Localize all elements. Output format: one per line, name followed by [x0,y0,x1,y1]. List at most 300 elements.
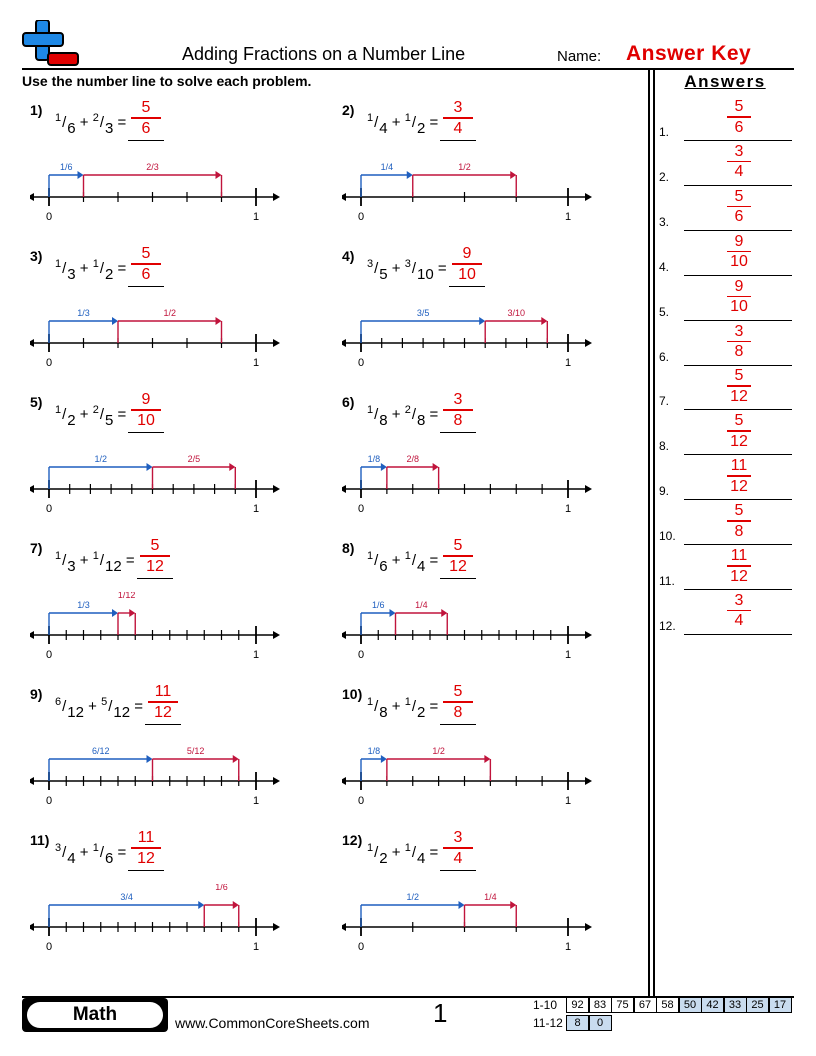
addend-b-numerator: 2 [92,404,99,416]
answer-number: 5. [659,304,670,319]
addend-a-numerator: 1 [55,404,62,416]
number-line-group [30,592,280,661]
addend-a-numerator: 1 [367,404,374,416]
score-cell: 17 [769,997,792,1013]
jump-b-label: 2/8 [406,454,420,464]
jump-b-arrowhead-icon [233,901,239,909]
label-one: 1 [564,503,572,515]
answer-number: 9. [659,484,670,499]
plus-sign: + [387,698,405,715]
addend-b-numerator: 1 [404,112,411,124]
answer-fraction [724,591,754,631]
answer-fraction [128,244,164,287]
jump-b-label: 1/4 [484,892,497,902]
score-cell: 0 [589,1015,612,1031]
addend-a-denominator: 2 [67,412,76,429]
answer-fraction [145,682,181,725]
answer-denominator: 12 [730,567,748,585]
number-line-group [342,746,592,807]
answer-line [684,275,792,276]
equation-expression [55,258,127,283]
equation-expression [55,550,135,575]
addend-a-numerator: 1 [55,258,62,270]
axis-arrow-left-icon [342,631,346,639]
answer-row [656,97,794,141]
label-zero: 0 [357,795,365,807]
addend-b-denominator: 2 [417,120,426,137]
answer-fraction [128,98,164,141]
addend-a-numerator: 1 [367,112,374,124]
problem-5 [30,391,330,542]
jump-b-label: 1/12 [117,592,136,600]
axis-arrow-left-icon [30,777,34,785]
answer-numerator: 5 [453,683,463,700]
number-line-group [342,600,592,661]
problem-number: 8) [342,540,355,556]
jump-b-arrowhead-icon [541,317,547,325]
problem-number: 11) [30,832,50,848]
addend-b-slash: / [99,406,105,423]
addend-a-numerator: 3 [367,258,374,270]
equation-expression [55,842,127,867]
label-one: 1 [252,357,260,369]
addend-a-denominator: 12 [67,704,84,721]
name-label: Name: [557,48,602,65]
score-row-label: 11-12 [533,1016,563,1030]
problem-11 [30,829,330,980]
equals-sign: = [425,406,439,423]
score-cell: 83 [589,997,612,1013]
addend-a-slash: / [374,698,379,715]
addend-b-slash: / [99,114,105,131]
label-zero: 0 [357,357,365,369]
answer-numerator: 3 [453,99,463,116]
problem-6 [342,391,642,542]
equals-sign: = [121,552,135,569]
jump-b-label: 3/10 [507,308,526,318]
jump-b-label: 1/2 [432,746,445,756]
jump-a-arrowhead-icon [147,463,153,471]
answer-number: 8. [659,439,670,454]
number-line-group [30,454,280,515]
plus-sign: + [75,844,93,861]
answer-underline [128,870,164,871]
answer-underline [145,724,181,725]
answer-fraction [724,277,754,317]
answer-numerator: 5 [141,99,151,116]
equals-sign: = [130,698,144,715]
problem-12 [342,829,642,980]
plus-sign: + [75,114,93,131]
addend-b-numerator: 2 [404,404,411,416]
jump-a-label: 1/2 [406,892,420,902]
jump-b-arrowhead-icon [216,317,222,325]
label-one: 1 [564,941,572,953]
addend-a-numerator: 6 [55,696,62,708]
answers-divider-left [648,68,650,996]
equation-expression [367,112,439,137]
answer-fraction [440,98,476,141]
problem-9 [30,683,330,834]
addend-a-slash: / [62,114,67,131]
answer-line [684,544,792,545]
axis-arrow-right-icon [585,631,592,639]
number-line-group [342,454,592,515]
answer-numerator: 11 [730,547,748,564]
answer-fraction [724,546,754,586]
addend-b-denominator: 3 [105,120,114,137]
problem-number: 6) [342,394,355,410]
addend-b-slash: / [411,698,417,715]
answer-denominator: 12 [730,432,748,450]
number-line [30,592,280,662]
answer-row [656,142,794,186]
answer-denominator: 10 [730,298,748,316]
axis-arrow-left-icon [342,193,346,201]
jump-a-arrowhead-icon [381,755,387,763]
answer-denominator: 8 [453,411,463,429]
jump-a-arrowhead-icon [407,171,413,179]
addend-a-slash: / [374,844,379,861]
answer-numerator: 5 [734,502,744,520]
equals-sign: = [433,260,447,277]
score-cell: 42 [701,997,724,1013]
score-cell: 8 [566,1015,589,1031]
addend-b-denominator: 2 [105,266,114,283]
problem-number: 9) [30,686,43,702]
addend-b-slash: / [99,260,105,277]
label-zero: 0 [45,941,53,953]
answer-row [656,591,794,635]
problem-7 [30,537,330,688]
equation-expression [367,404,439,429]
addend-a-denominator: 4 [379,120,388,137]
answer-line [684,499,792,500]
addend-b-slash: / [411,552,417,569]
jump-a-label: 1/8 [367,746,381,756]
answer-number: 7. [659,394,670,409]
axis-arrow-right-icon [585,193,592,201]
plus-sign: + [75,406,93,423]
addend-b-numerator: 1 [92,842,99,854]
score-cell: 50 [679,997,702,1013]
addend-b-numerator: 1 [404,550,411,562]
page-title: Adding Fractions on a Number Line [182,44,466,64]
answer-row [656,232,794,276]
answer-numerator: 3 [734,322,744,340]
addend-b-slash: / [411,114,417,131]
answer-numerator: 5 [141,245,151,262]
answer-line [684,185,792,186]
answer-denominator: 8 [453,703,463,721]
answer-denominator: 8 [734,343,744,360]
answer-fraction [128,828,164,871]
number-line [30,884,280,954]
addend-b-denominator: 12 [113,704,131,721]
label-one: 1 [252,795,260,807]
jump-b-label: 2/3 [146,162,159,172]
jump-b-label: 1/6 [215,884,228,892]
answer-number: 11. [659,574,675,588]
jump-a-arrowhead-icon [459,901,465,909]
header-divider [22,68,794,70]
answer-fraction [724,187,754,227]
answer-underline [440,578,476,579]
jump-b-label: 5/12 [186,746,205,756]
answer-fraction [724,322,754,362]
label-zero: 0 [357,649,365,661]
jump-a-label: 6/12 [91,746,110,756]
addend-a-slash: / [374,260,379,277]
number-line [342,446,592,516]
addend-b-numerator: 1 [92,258,99,270]
jump-a-label: 1/6 [59,162,73,172]
addend-a-slash: / [62,406,67,423]
addend-a-slash: / [374,114,379,131]
axis-arrow-right-icon [585,485,592,493]
equals-sign: = [113,844,127,861]
equals-sign: = [425,844,439,861]
jump-a-arrowhead-icon [390,609,396,617]
answer-underline [440,724,476,725]
addend-a-numerator: 3 [55,842,62,854]
label-one: 1 [252,503,260,515]
answer-numerator: 3 [453,391,463,408]
addend-a-numerator: 1 [367,550,374,562]
answer-line [684,365,792,366]
problem-number: 3) [30,248,43,264]
addend-b-numerator: 1 [92,550,99,562]
plus-sign: + [387,844,405,861]
label-zero: 0 [357,503,365,515]
axis-arrow-right-icon [273,339,280,347]
number-line [342,154,592,224]
problem-number: 10) [342,686,363,702]
addend-a-numerator: 1 [367,696,374,708]
answer-line [684,230,792,231]
jump-a-arrowhead-icon [479,317,485,325]
label-zero: 0 [357,941,365,953]
answer-row [656,546,794,590]
addend-a-slash: / [62,698,67,715]
axis-arrow-left-icon [342,339,346,347]
answer-numerator: 9 [734,277,744,295]
addend-a-slash: / [62,552,67,569]
addend-b-denominator: 4 [417,850,426,867]
answer-fraction [137,536,173,579]
answer-denominator: 6 [734,118,744,136]
addend-a-denominator: 5 [379,266,388,283]
answer-row [656,501,794,545]
score-cell: 25 [746,997,769,1013]
number-line [342,738,592,808]
label-zero: 0 [45,795,53,807]
axis-arrow-left-icon [342,485,346,493]
answer-numerator: 11 [154,683,172,700]
jump-a-arrowhead-icon [112,317,118,325]
problem-10 [342,683,642,834]
answer-underline [137,578,173,579]
jump-b-arrowhead-icon [510,171,516,179]
answer-underline [440,140,476,141]
jump-b-arrowhead-icon [510,901,516,909]
jump-a-label: 1/8 [367,454,381,464]
score-cell: 75 [611,997,634,1013]
answer-fraction [440,682,476,725]
answer-line [684,409,792,410]
jump-a-arrowhead-icon [78,171,84,179]
answer-denominator: 4 [453,849,463,867]
addend-a-slash: / [374,552,379,569]
addend-b-numerator: 2 [92,112,99,124]
problem-number: 12) [342,832,363,848]
axis-arrow-left-icon [342,777,346,785]
answer-denominator: 6 [734,208,744,226]
equation-expression [367,696,439,721]
problem-number: 4) [342,248,355,264]
plus-sign: + [387,260,405,277]
page-number: 1 [433,998,448,1028]
jump-a-arrowhead-icon [112,609,118,617]
answer-numerator: 9 [462,245,472,262]
jump-b-arrowhead-icon [229,463,235,471]
addend-b-slash: / [108,698,113,715]
axis-arrow-right-icon [273,485,280,493]
number-line [342,300,592,370]
plus-sign: + [387,114,405,131]
answer-denominator: 10 [730,253,748,271]
number-line [30,300,280,370]
answer-underline [449,286,485,287]
number-line [30,738,280,808]
axis-arrow-left-icon [30,923,34,931]
jump-a-arrowhead-icon [147,755,153,763]
problem-1 [30,99,330,250]
addend-b-numerator: 3 [404,258,411,270]
answer-numerator: 11 [730,457,748,475]
axis-arrow-left-icon [30,193,34,201]
addend-a-denominator: 6 [67,120,76,137]
answer-numerator: 9 [141,391,151,408]
score-row-label: 1-10 [533,998,558,1012]
problem-number: 7) [30,540,43,556]
answer-number: 10. [659,529,676,544]
score-cell: 92 [566,997,589,1013]
label-one: 1 [252,649,260,661]
answer-row [656,277,794,321]
answer-underline [440,432,476,433]
addend-b-slash: / [411,406,417,423]
jump-b-arrowhead-icon [129,609,135,617]
addend-a-denominator: 4 [67,850,76,867]
answer-number: 4. [659,259,670,274]
answer-underline [440,870,476,871]
addend-a-slash: / [62,260,67,277]
answer-numerator: 11 [137,829,155,846]
website-link[interactable]: www.CommonCoreSheets.com [175,1015,370,1031]
equation-expression [367,842,439,867]
answer-line [684,589,792,590]
answer-denominator: 12 [730,387,748,405]
number-line-group [30,162,280,223]
plus-sign: + [387,552,405,569]
answer-row [656,411,794,455]
axis-arrow-right-icon [585,339,592,347]
equals-sign: = [113,260,127,277]
label-one: 1 [564,649,572,661]
axis-arrow-right-icon [273,777,280,785]
equals-sign: = [113,114,127,131]
addend-b-denominator: 10 [417,266,434,283]
number-line [342,592,592,662]
jump-a-label: 1/6 [371,600,385,610]
answers-title: Answers [684,72,766,91]
jump-a-label: 3/4 [120,892,133,902]
answer-key-label: Answer Key [626,42,752,65]
answer-fraction [724,97,754,137]
jump-a-label: 1/4 [380,162,394,172]
jump-b-label: 1/2 [163,308,177,318]
answer-fraction [724,142,754,182]
answer-fraction [440,536,476,579]
label-one: 1 [564,357,572,369]
label-zero: 0 [45,211,53,223]
label-one: 1 [252,211,260,223]
addend-b-denominator: 6 [105,850,114,867]
addend-a-denominator: 6 [379,558,388,575]
number-line-group [342,308,592,369]
addend-a-numerator: 1 [55,112,62,124]
label-zero: 0 [45,649,53,661]
number-line-group [342,162,592,223]
problem-2 [342,99,642,250]
problem-4 [342,245,642,396]
label-zero: 0 [45,357,53,369]
answer-denominator: 12 [449,557,467,575]
addend-b-slash: / [99,552,105,569]
problem-number: 2) [342,102,355,118]
axis-arrow-left-icon [342,923,346,931]
axis-arrow-right-icon [273,193,280,201]
addend-a-slash: / [374,406,379,423]
answer-fraction [724,456,754,496]
answer-numerator: 5 [150,537,160,554]
jump-b-arrowhead-icon [216,171,222,179]
number-line [342,884,592,954]
addend-b-denominator: 5 [105,412,114,429]
addend-b-numerator: 1 [404,842,411,854]
jump-a-label: 1/3 [77,308,90,318]
answer-denominator: 12 [154,703,172,721]
equation-expression [367,258,447,283]
jump-a-label: 3/5 [416,308,430,318]
addend-b-denominator: 4 [417,558,426,575]
answer-underline [128,286,164,287]
problem-number: 5) [30,394,43,410]
answer-number: 3. [659,214,670,229]
answer-numerator: 5 [734,187,744,205]
answer-fraction [440,828,476,871]
math-badge [22,998,168,1032]
answer-fraction [128,390,164,433]
answer-fraction [724,501,754,541]
label-zero: 0 [45,503,53,515]
jump-b-label: 1/4 [415,600,428,610]
answer-underline [128,140,164,141]
equation-expression [55,696,144,721]
addend-a-denominator: 8 [379,412,388,429]
axis-arrow-right-icon [585,923,592,931]
